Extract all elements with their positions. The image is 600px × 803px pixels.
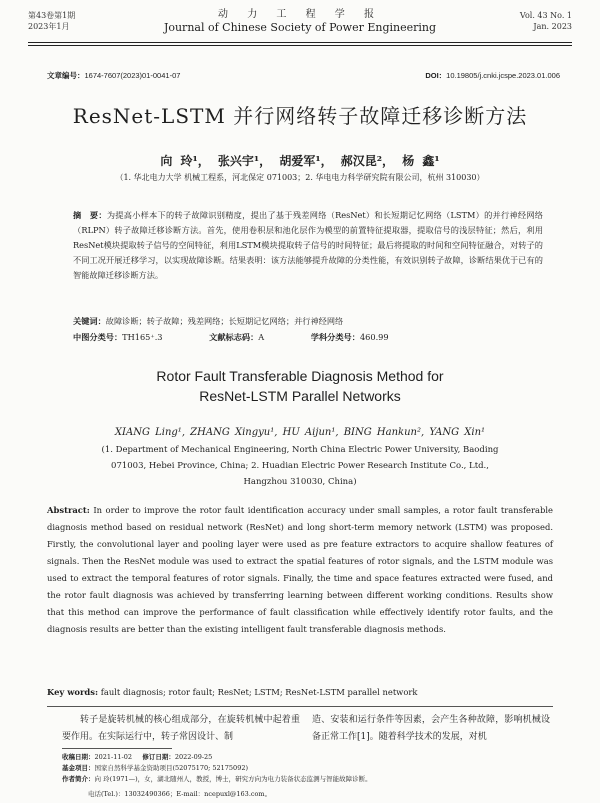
keywords-cn [73,316,543,327]
footnote-contact: 电话(Tel.)：13032490366；E-mail：ncepuxl@163.com。 [88,790,272,798]
classification-cn [73,332,433,343]
keywords-en-text: fault diagnosis; rotor fault; ResNet; LSTM; ResNet-LSTM parallel network [100,687,418,697]
authors-en: XIANG Ling¹, ZHANG Xingyu¹, HU Aijun¹, BING Hankun², YANG Xin¹ [114,427,486,438]
doi-label: DOI： [425,71,447,80]
keywords-en-label: Key words: [47,687,99,697]
abstract-en-label: Abstract: [47,505,90,515]
body-column-right: 造、安装和运行条件等因素，会产生各种故障，影响机械设备正常工作[1]。随着科学技术的发展，对机 [312,715,550,742]
header-volume-cn: 第43卷第1期 [28,11,76,20]
keywords-cn-label: 关键词： [73,316,106,326]
header-date-cn: 2023年1月 [28,22,70,31]
footnote-author [62,774,562,784]
received-date: 2021-11-02 [94,753,132,761]
footnote-rule [62,748,172,749]
header-rule-thick [28,42,572,43]
affiliation-en: (1. Department of Mechanical Engineering, North China Electric Power University, Baoding 071003, Hebei Province, China; 2. Huadian Electric Power Research Institute Co., Ltd., Hangzhou 310030, China) [101,445,499,487]
header-volume-left [28,10,75,32]
fund-label: 基金项目： [62,764,95,772]
author-info-text: 向 玲(1971—)，女，湖北随州人，教授，博士，研究方向为电力装备状态监测与智能故障诊断。 [94,775,372,783]
authors-cn: 向 玲¹， 张兴宇¹， 胡爱军¹， 郝汉昆²， 杨 鑫¹ [160,154,440,168]
article-number-label: 文章编号： [47,71,85,80]
header-journal [148,8,452,34]
footnote-fund [62,763,562,773]
subject-code-label: 学科分类号： [310,332,360,342]
title-en-line1: Rotor Fault Transferable Diagnosis Method for [156,368,444,384]
journal-name-cn: 动 力 工 程 学 报 [218,9,382,20]
running-header [28,8,572,42]
abstract-en [47,502,553,638]
keywords-cn-text: 故障诊断；转子故障；残差网络；长短期记忆网络；并行神经网络 [105,316,344,326]
title-cn: ResNet-LSTM 并行网络转子故障迁移诊断方法 [72,104,528,128]
header-date-en: Jan. 2023 [533,22,572,31]
class-number-label: 中图分类号： [73,332,123,342]
fund-text: 国家自然科学基金资助项目(52075170; 52175092) [94,764,248,772]
header-volume-right [520,10,572,32]
article-number-value: 1674-7607(2023)01-0041-07 [84,71,181,80]
class-number-value: TH165⁺.3 [122,332,163,342]
subject-code-value: 460.99 [359,332,389,342]
title-en-line2: ResNet-LSTM Parallel Networks [199,388,401,404]
doc-code-value: A [258,332,265,342]
title-en [0,366,600,406]
abstract-cn-text: 为提高小样本下的转子故障识别精度，提出了基于残差网络（ResNet）和长短期记忆网络（LSTM）的并行神经网络（RLPN）转子故障迁移诊断方法。首先，使用卷积层和池化层作为模型的前置特征提取器，提取信号的浅层特征；然后，利用ResNet模块提取转子信号的空间特征，利用LSTM模块提取转子信号的时间特征；最后将提取的时间和空间特征融合，对转子的不同工况开展迁移学习，以实现故障诊断。结果表明：该方法能够提升故障的分类性能，有效识别转子故障，诊断结果优于已有的智能故障迁移诊断方法。 [73,210,543,280]
body-column-left: 转子是旋转机械的核心组成部分，在旋转机械中起着重要作用。在实际运行中，转子常因设计、制 [62,715,300,742]
header-rule-thin [28,45,572,46]
abstract-en-text: In order to improve the rotor fault identification accuracy under small samples, a rotor fault transferable diagnosis method based on residual network (ResNet) and long short-term memory network (LSTM) was proposed. Firstly, the convolutional layer and pooling layer were used as pre feature extractors to acquire shallow features of signals. Then the ResNet module was used to extract the spatial features of rotor signals, and the LSTM module was used to extract the temporal features of rotor signals. Finally, the time and space features extracted were fused, and the rotor fault diagnosis was achieved by transferring learning between different working conditions. Results show that this method can improve the performance of fault classification while effectively identify rotor faults, and the diagnosis results are better than the existing intelligent fault transferable diagnosis methods. [47,505,553,634]
doi-value: 10.19805/j.cnki.jcspe.2023.01.006 [446,71,560,80]
doc-code-label: 文献标志码： [209,332,259,342]
article-number [47,70,180,81]
affiliation-cn: （1. 华北电力大学 机械工程系，河北保定 071003；2. 华电电力科学研究院有限公司，杭州 310030） [115,173,485,182]
revised-label: 修订日期： [142,753,175,761]
abstract-cn [73,208,543,283]
doi [425,70,560,81]
revised-date: 2022-09-25 [174,753,213,761]
abstract-cn-label: 摘 要： [73,210,107,220]
journal-name-en: Journal of Chinese Society of Power Engineering [163,21,437,34]
section-separator [47,706,553,707]
author-info-label: 作者简介： [62,775,95,783]
keywords-en [47,687,553,697]
received-label: 收稿日期： [62,753,95,761]
footnote-dates [62,752,562,762]
header-volume-en: Vol. 43 No. 1 [519,11,572,20]
